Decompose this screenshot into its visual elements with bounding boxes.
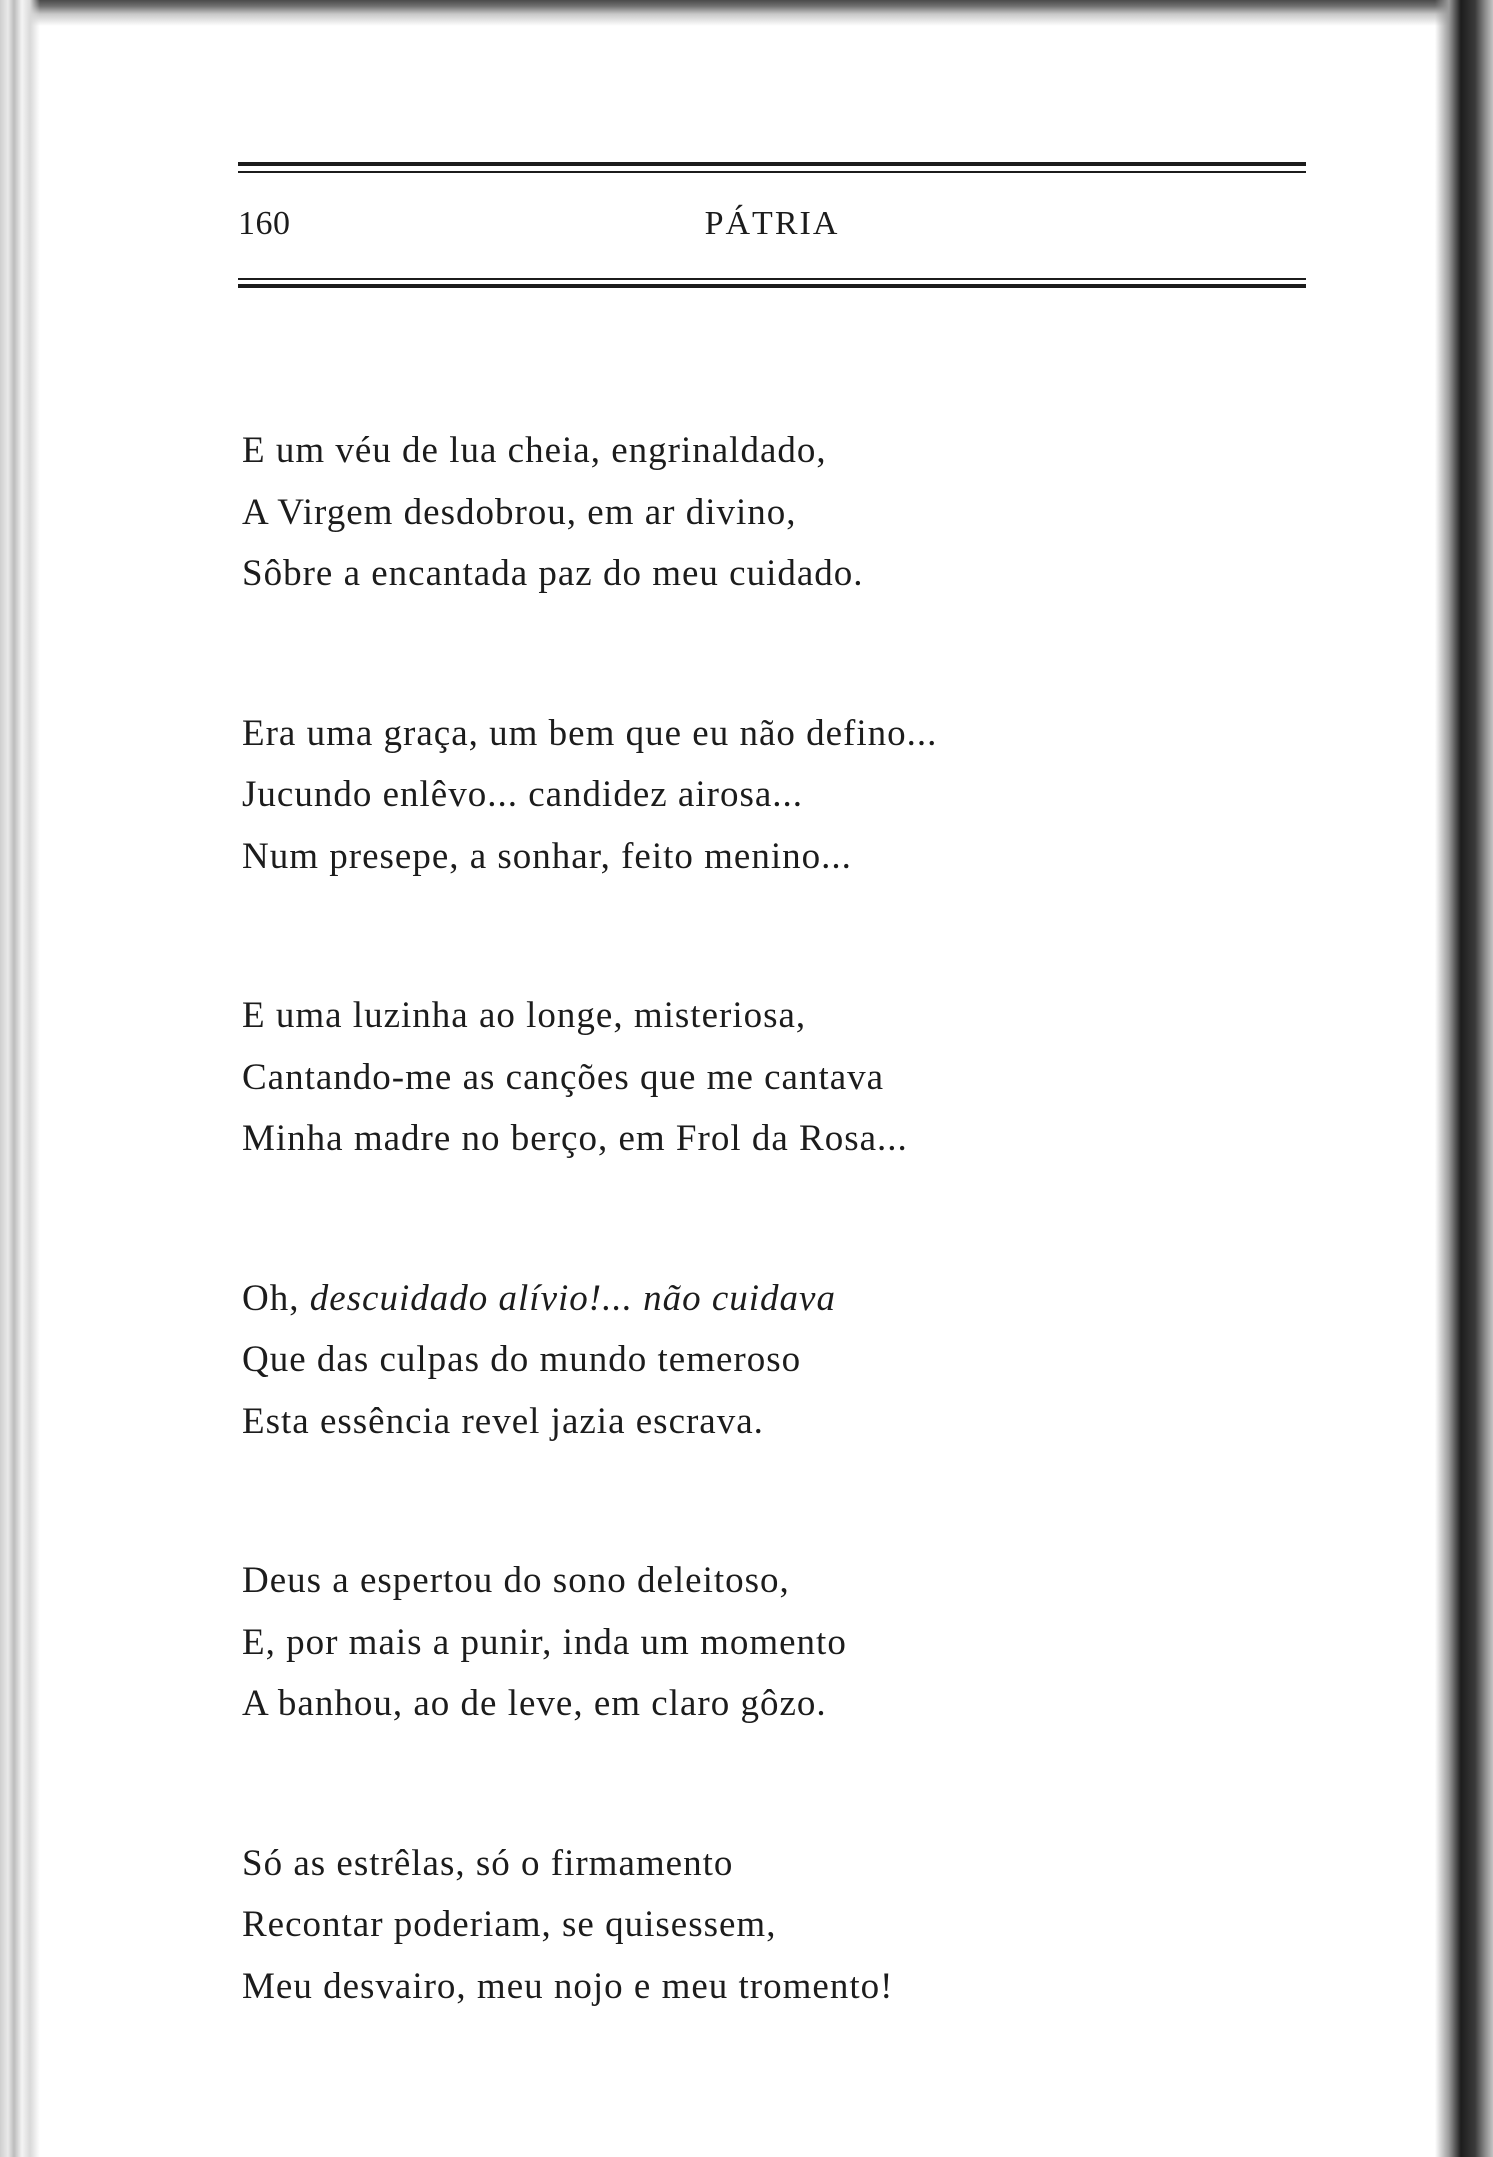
header-rule — [238, 278, 1306, 280]
stanza — [242, 1550, 1262, 1735]
verse-line-lead: Oh, — [242, 1277, 310, 1319]
verse-line: Recontar poderiam, se quisessem, — [242, 1904, 777, 1945]
verse-line: Cantando-me as canções que me cantava — [242, 1056, 885, 1098]
verse-line: Num presepe, a sonhar, feito menino... — [242, 835, 852, 877]
verse-line: Só as estrêlas, só o firmamento — [242, 1842, 734, 1884]
verse-line — [242, 1268, 1262, 1330]
scan-edge-left — [0, 0, 40, 2157]
verse-line: E uma luzinha ao longe, misteriosa, — [242, 995, 807, 1036]
verse-line: A Virgem desdobrou, em ar divino, — [242, 491, 797, 533]
verse-line: Que das culpas do mundo temeroso — [242, 1339, 802, 1380]
verse-line: Jucundo enlêvo... candidez airosa... — [242, 774, 804, 815]
verse-line: Sôbre a encantada paz do meu cuidado. — [242, 553, 864, 594]
header-rule — [238, 284, 1306, 288]
header-rule — [238, 171, 1306, 173]
verse-line: A banhou, ao de leve, em claro gôzo. — [242, 1683, 827, 1724]
page-number: 160 — [238, 205, 291, 242]
header-rule — [238, 162, 1306, 166]
verse-line: Era uma graça, um bem que eu não defino... — [242, 712, 938, 754]
verse-line: Esta essência revel jazia escrava. — [242, 1400, 764, 1442]
verse-line-italic: descuidado alívio!... não cuidava — [309, 1277, 836, 1319]
stanza — [242, 1268, 1262, 1453]
stanza — [242, 703, 1262, 888]
stanza — [242, 420, 1262, 605]
stanza — [242, 985, 1262, 1170]
scan-edge-right — [1435, 0, 1493, 2157]
verse-line: E, por mais a punir, inda um momento — [242, 1621, 847, 1663]
verse-line: E um véu de lua cheia, engrinaldado, — [242, 430, 827, 471]
page-header — [238, 162, 1306, 292]
stanza — [242, 1833, 1262, 2018]
verse-line: Minha madre no berço, em Frol da Rosa... — [242, 1118, 908, 1159]
running-title: PÁTRIA — [704, 205, 840, 242]
poem — [242, 420, 1262, 2115]
verse-line: Meu desvairo, meu nojo e meu tromento! — [242, 1965, 894, 2007]
verse-line: Deus a espertou do sono deleitoso, — [242, 1560, 790, 1601]
scan-edge-top — [0, 0, 1450, 26]
